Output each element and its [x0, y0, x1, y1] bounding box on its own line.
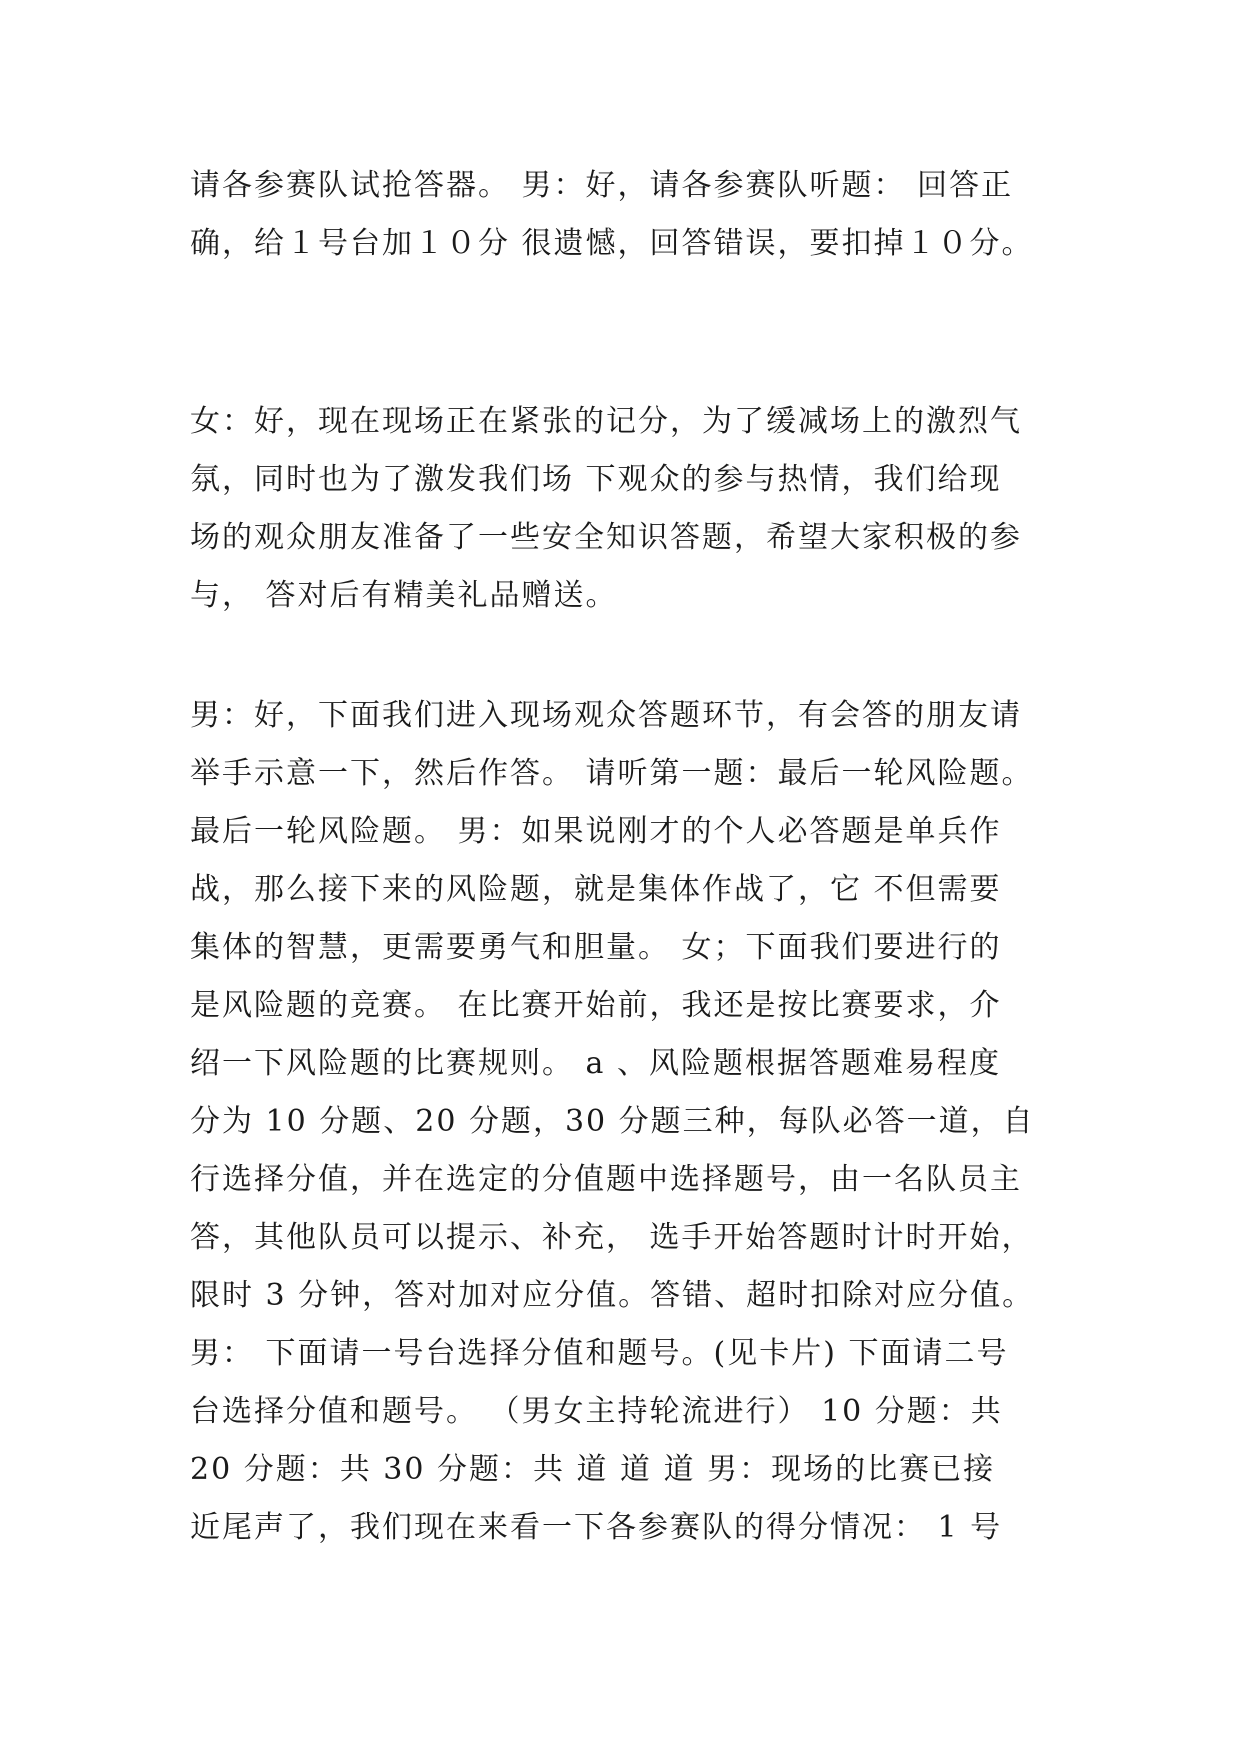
text-line: 战，那么接下来的风险题，就是集体作战了，它 不但需要: [190, 872, 1002, 907]
text-line: 场的观众朋友准备了一些安全知识答题，希望大家积极的参: [190, 520, 1022, 555]
text-line: 举手示意一下，然后作答。 请听第一题：最后一轮风险题。: [190, 756, 1034, 791]
text-line: 与， 答对后有精美礼品赠送。: [190, 578, 618, 613]
text-line: 绍一下风险题的比赛规则。 a 、风险题根据答题难易程度: [190, 1046, 1001, 1081]
text-line: 确，给１号台加１０分 很遗憾，回答错误，要扣掉１０分。: [190, 226, 1034, 261]
text-line: 20 分题：共 30 分题：共 道 道 道 男：现场的比赛已接: [190, 1452, 996, 1487]
text-line: 近尾声了，我们现在来看一下各参赛队的得分情况： 1 号: [190, 1510, 1003, 1545]
text-line: 分为 10 分题、20 分题，30 分题三种，每队必答一道，自: [190, 1104, 1035, 1139]
text-line: 台选择分值和题号。 （男女主持轮流进行） 10 分题：共: [190, 1394, 1003, 1429]
text-line: 是风险题的竞赛。 在比赛开始前，我还是按比赛要求，介: [190, 988, 1002, 1023]
text-line: 请各参赛队试抢答器。 男：好，请各参赛队听题： 回答正: [190, 168, 1014, 203]
text-line: 最后一轮风险题。 男：如果说刚才的个人必答题是单兵作: [190, 814, 1002, 849]
text-line: 行选择分值，并在选定的分值题中选择题号，由一名队员主: [190, 1162, 1022, 1197]
text-line: 女：好，现在现场正在紧张的记分，为了缓减场上的激烈气: [190, 404, 1022, 439]
text-line: 男：好，下面我们进入现场观众答题环节，有会答的朋友请: [190, 698, 1022, 733]
text-line: 男： 下面请一号台选择分值和题号。(见卡片) 下面请二号: [190, 1336, 1009, 1371]
text-line: 集体的智慧，更需要勇气和胆量。 女；下面我们要进行的: [190, 930, 1002, 965]
text-line: 氛，同时也为了激发我们场 下观众的参与热情，我们给现: [190, 462, 1002, 497]
text-line: 答，其他队员可以提示、补充， 选手开始答题时计时开始，: [190, 1220, 1034, 1255]
text-line: 限时 3 分钟，答对加对应分值。答错、超时扣除对应分值。: [190, 1278, 1035, 1313]
